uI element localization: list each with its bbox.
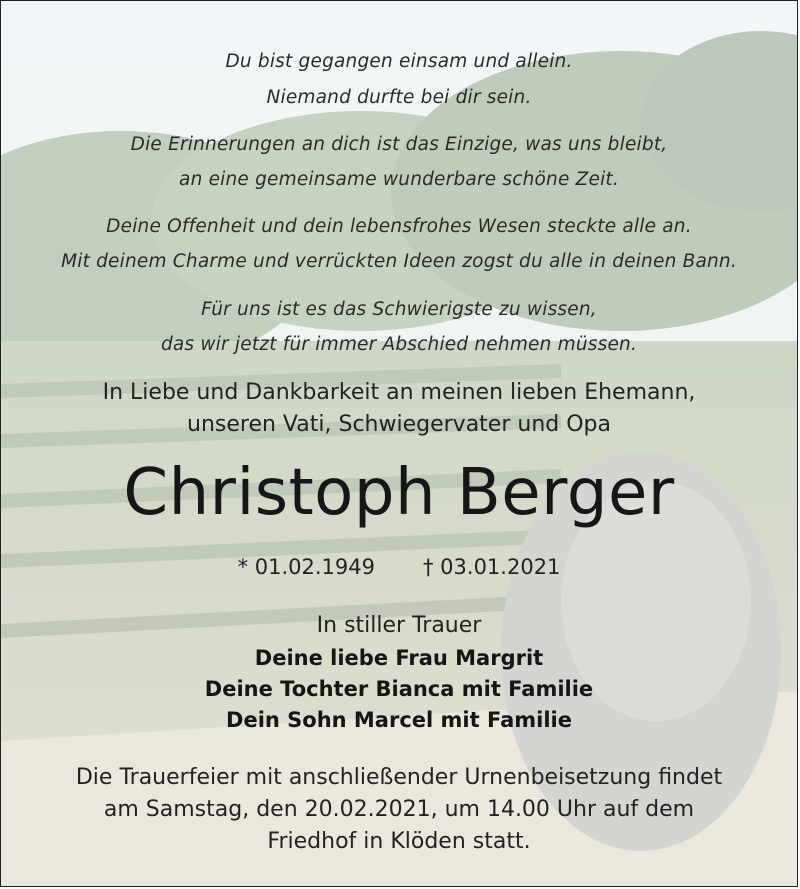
deceased-name: Christoph Berger [123, 456, 675, 530]
mourner-name: Dein Sohn Marcel mit Familie [226, 708, 572, 732]
death-date: † 03.01.2021 [423, 555, 561, 579]
poem-line: an eine gemeinsame wunderbare schöne Zeit. [179, 169, 619, 190]
service-info-line: Die Trauerfeier mit anschließender Urnenbeisetzung findet [75, 765, 723, 790]
poem-line: Mit deinem Charme und verrückten Ideen zogst du alle in deinen Bann. [61, 251, 737, 272]
life-dates [1, 555, 797, 579]
poem-line: Niemand durfte bei dir sein. [266, 87, 532, 108]
service-info-line: am Samstag, den 20.02.2021, um 14.00 Uhr auf dem [103, 797, 695, 822]
obituary-text [1, 1, 797, 886]
poem-line: das wir jetzt für immer Abschied nehmen müssen. [160, 334, 638, 355]
poem-line: Für uns ist es das Schwierigste zu wissen, [201, 299, 597, 320]
mourner-name: Deine liebe Frau Margrit [254, 646, 544, 670]
dedication-line: In Liebe und Dankbarkeit an meinen lieben Ehemann, [102, 380, 696, 405]
poem-line: Deine Offenheit und dein lebensfrohes Wesen steckte alle an. [106, 216, 692, 237]
birth-date: * 01.02.1949 [237, 555, 375, 579]
service-info-line: Friedhof in Klöden statt. [267, 829, 531, 854]
dedication-line: unseren Vati, Schwiegervater und Opa [187, 412, 611, 437]
poem-line: Die Erinnerungen an dich ist das Einzige, was uns bleibt, [130, 134, 668, 155]
mourner-name: Deine Tochter Bianca mit Familie [204, 677, 594, 701]
poem-line: Du bist gegangen einsam und allein. [225, 51, 573, 72]
mourners-lead: In stiller Trauer [316, 613, 482, 638]
